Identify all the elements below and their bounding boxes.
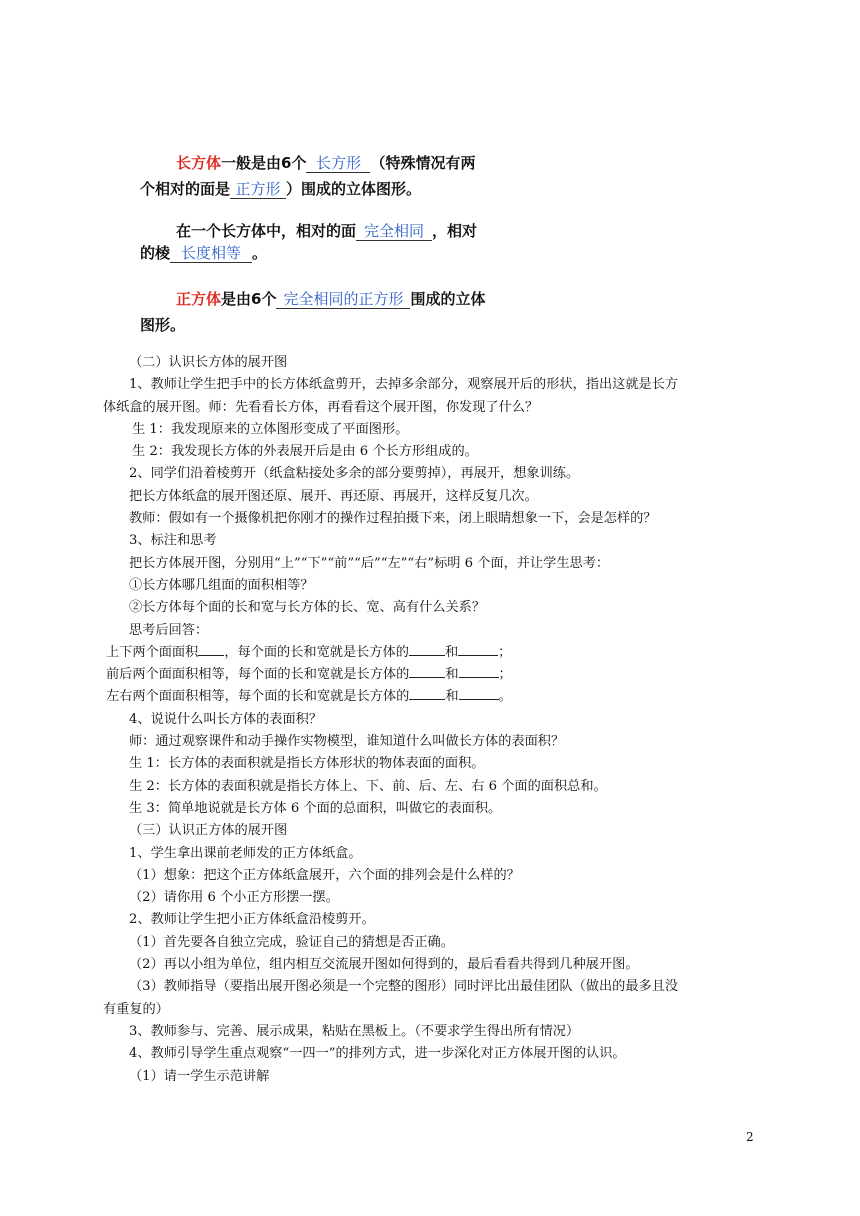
paragraph-line: 把长方体纸盒的展开图还原、展开、再还原、再展开，这样反复几次。	[129, 488, 538, 504]
cuboid-properties-line1: 在一个长方体中，相对的面 完全相同 ，相对	[176, 222, 478, 240]
paragraph-line: （2）再以小组为单位，组内相互交流展开图如何得到的，最后看看共得到几种展开图。	[129, 957, 639, 973]
cuboid-term: 长方体	[176, 154, 222, 172]
paragraph-line: 生 2：长方体的表面积就是指长方体上、下、前、后、左、右 6 个面的面积总和。	[129, 778, 607, 794]
paragraph-line: 2、同学们沿着棱剪开（纸盒粘接处多余的部分要剪掉），再展开，想象训练。	[129, 466, 580, 482]
paragraph-line: （三）认识正方体的展开图	[129, 823, 288, 839]
fill-blank: 长度相等	[170, 245, 252, 263]
paragraph-line: 生 3：简单地说就是长方体 6 个面的总面积，叫做它的表面积。	[129, 800, 502, 816]
cuboid-properties-line2: 的棱 长度相等 。	[140, 244, 268, 262]
paragraph-line: 体纸盒的展开图。师：先看看长方体，再看看这个展开图，你发现了什么？	[103, 399, 539, 415]
fill-in-line: 左右两个面面积相等，每个面的长和宽就是长方体的 和 。	[106, 689, 512, 705]
cuboid-definition-line1: 长方体一般是由6个 长方形 （特殊情况有两	[176, 154, 476, 172]
paragraph-line: 教师：假如有一个摄像机把你刚才的操作过程拍摄下来，闭上眼睛想象一下，会是怎样的？	[129, 511, 657, 527]
fill-in-line: 前后两个面面积相等，每个面的长和宽就是长方体的 和 ；	[106, 667, 512, 683]
paragraph-line: ①长方体哪几组面的面积相等？	[129, 577, 314, 593]
paragraph-line: 有重复的）	[103, 1001, 169, 1017]
answer-blank[interactable]	[198, 643, 224, 656]
paragraph-line: 把长方体展开图，分别用“上”“下”“前”“后”“左”“右”标明 6 个面，并让学生思考：	[129, 555, 610, 571]
paragraph-line: 4、教师引导学生重点观察“一四一”的排列方式，进一步深化对正方体展开图的认识。	[129, 1046, 626, 1062]
paragraph-line: 1、学生拿出课前老师发的正方体纸盒。	[129, 845, 362, 861]
paragraph-line: 1、教师让学生把手中的长方体纸盒剪开，去掉多余部分，观察展开后的形状，指出这就是长方	[129, 377, 679, 393]
lesson-body	[103, 352, 763, 1088]
paragraph-line: 生 1：长方体的表面积就是指长方体形状的物体表面的面积。	[129, 756, 485, 772]
answer-blank[interactable]	[459, 665, 499, 678]
paragraph-line: 3、教师参与、完善、展示成果，粘贴在黑板上。（不要求学生得出所有情况）	[129, 1023, 580, 1039]
paragraph-line: （1）首先要各自独立完成，验证自己的猜想是否正确。	[129, 934, 454, 950]
paragraph-line: 思考后回答：	[129, 622, 209, 638]
paragraph-line: 生 1：我发现原来的立体图形变成了平面图形。	[132, 421, 409, 437]
paragraph-line: 生 2：我发现长方体的外表展开后是由 6 个长方形组成的。	[132, 444, 478, 460]
paragraph-line: （2）请你用 6 个小正方形摆一摆。	[129, 890, 339, 906]
answer-blank[interactable]	[409, 665, 445, 678]
paragraph-line: 3、标注和思考	[129, 533, 217, 549]
paragraph-line: （1）想象：把这个正方体纸盒展开，六个面的排列会是什么样的？	[129, 867, 520, 883]
fill-in-line: 上下两个面面积 ，每个面的长和宽就是长方体的 和 ；	[106, 644, 512, 660]
cube-definition-line2: 图形。	[140, 316, 186, 334]
cube-term: 正方体	[176, 290, 222, 308]
fill-blank: 长方形	[306, 155, 370, 173]
paragraph-line: 2、教师让学生把小正方体纸盒沿棱剪开。	[129, 912, 375, 928]
paragraph-line: （3）教师指导（要指出展开图必须是一个完整的图形）同时评比出最佳团队（做出的最多且没	[129, 979, 679, 995]
fill-blank: 完全相同的正方形	[276, 291, 410, 309]
paragraph-line: 师：通过观察课件和动手操作实物模型，谁知道什么叫做长方体的表面积？	[129, 734, 565, 750]
fill-blank: 正方形	[230, 181, 286, 199]
answer-blank[interactable]	[458, 643, 498, 656]
cuboid-definition-line2: 个相对的面是 正方形 ）围成的立体图形。	[140, 180, 422, 198]
paragraph-line: 4、说说什么叫长方体的表面积？	[129, 711, 323, 727]
fill-blank: 完全相同	[356, 223, 432, 241]
cube-definition-line1: 正方体是由6个 完全相同的正方形 围成的立体	[176, 290, 486, 308]
paragraph-line: ②长方体每个面的长和宽与长方体的长、宽、高有什么关系？	[129, 600, 486, 616]
answer-blank[interactable]	[409, 643, 445, 656]
answer-blank[interactable]	[409, 687, 445, 700]
answer-blank[interactable]	[459, 687, 499, 700]
paragraph-line: （二）认识长方体的展开图	[129, 355, 288, 370]
page-number: 2	[746, 1130, 754, 1144]
paragraph-line: （1）请一学生示范讲解	[129, 1068, 270, 1084]
